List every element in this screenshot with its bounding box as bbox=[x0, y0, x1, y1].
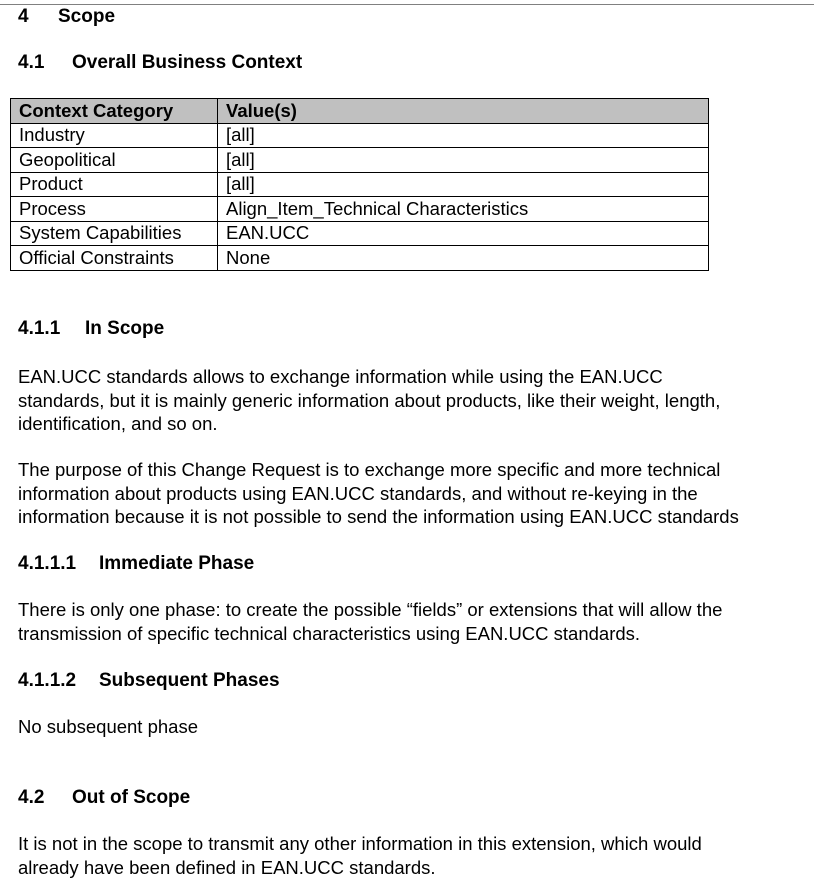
section-4-2-heading bbox=[18, 787, 190, 809]
out-of-scope-paragraph bbox=[18, 832, 702, 879]
section-number: 4 bbox=[18, 6, 29, 27]
table-row bbox=[11, 197, 709, 222]
context-table bbox=[10, 98, 709, 271]
table-cell: Product bbox=[11, 172, 218, 197]
table-row bbox=[11, 123, 709, 148]
column-header: Context Category bbox=[11, 99, 218, 124]
text-line: already have been defined in EAN.UCC standards. bbox=[18, 856, 436, 878]
immediate-phase-paragraph bbox=[18, 598, 722, 645]
section-number: 4.1 bbox=[18, 52, 45, 73]
subsequent-phases-paragraph bbox=[18, 715, 198, 739]
section-4-1-heading bbox=[18, 52, 302, 74]
table-cell: Align_Item_Technical Characteristics bbox=[218, 197, 709, 222]
text-line: The purpose of this Change Request is to exchange more specific and more technical bbox=[18, 459, 721, 480]
table-cell: [all] bbox=[218, 148, 709, 173]
table-row bbox=[11, 172, 709, 197]
table-cell: [all] bbox=[218, 172, 709, 197]
table-cell: EAN.UCC bbox=[218, 221, 709, 246]
section-number: 4.1.1.1 bbox=[18, 553, 77, 574]
section-4-1-1-1-heading bbox=[18, 553, 254, 575]
table-row bbox=[11, 246, 709, 271]
table-cell: None bbox=[218, 246, 709, 271]
top-rule bbox=[0, 4, 814, 5]
in-scope-paragraph-2 bbox=[18, 458, 739, 529]
section-title: Subsequent Phases bbox=[99, 670, 280, 691]
section-title: Out of Scope bbox=[72, 787, 191, 808]
text-line: It is not in the scope to transmit any other information in this extension, which would bbox=[18, 833, 702, 854]
text-line: No subsequent phase bbox=[18, 716, 198, 737]
table-cell: Industry bbox=[11, 123, 218, 148]
text-line: information because it is not possible to send the information using EAN.UCC standards bbox=[18, 506, 739, 527]
text-line: There is only one phase: to create the possible “fields” or extensions that will allow the bbox=[18, 599, 723, 620]
table-cell: Geopolitical bbox=[11, 148, 218, 173]
text-line: information about products using EAN.UCC standards, and without re-keying in the bbox=[18, 482, 698, 504]
section-4-1-1-heading bbox=[18, 318, 164, 340]
section-title: Scope bbox=[58, 6, 116, 27]
text-line: EAN.UCC standards allows to exchange information while using the EAN.UCC bbox=[18, 366, 663, 387]
table-cell: [all] bbox=[218, 123, 709, 148]
section-4-heading bbox=[18, 6, 115, 28]
in-scope-paragraph-1 bbox=[18, 365, 720, 436]
section-number: 4.2 bbox=[18, 787, 45, 808]
section-number: 4.1.1 bbox=[18, 318, 61, 339]
text-line: transmission of specific technical characteristics using EAN.UCC standards. bbox=[18, 622, 641, 644]
table-row bbox=[11, 148, 709, 173]
table-row bbox=[11, 221, 709, 246]
section-title: Immediate Phase bbox=[99, 553, 255, 574]
table-cell: System Capabilities bbox=[11, 221, 218, 246]
table-cell: Process bbox=[11, 197, 218, 222]
section-4-1-1-2-heading bbox=[18, 670, 280, 692]
text-line: standards, but it is mainly generic information about products, like their weight, length, bbox=[18, 389, 721, 411]
table-header-row bbox=[11, 99, 709, 124]
table-cell: Official Constraints bbox=[11, 246, 218, 271]
column-header: Value(s) bbox=[218, 99, 709, 124]
section-title: In Scope bbox=[85, 318, 165, 339]
section-number: 4.1.1.2 bbox=[18, 670, 77, 691]
text-line: identification, and so on. bbox=[18, 413, 218, 434]
section-title: Overall Business Context bbox=[72, 52, 303, 73]
